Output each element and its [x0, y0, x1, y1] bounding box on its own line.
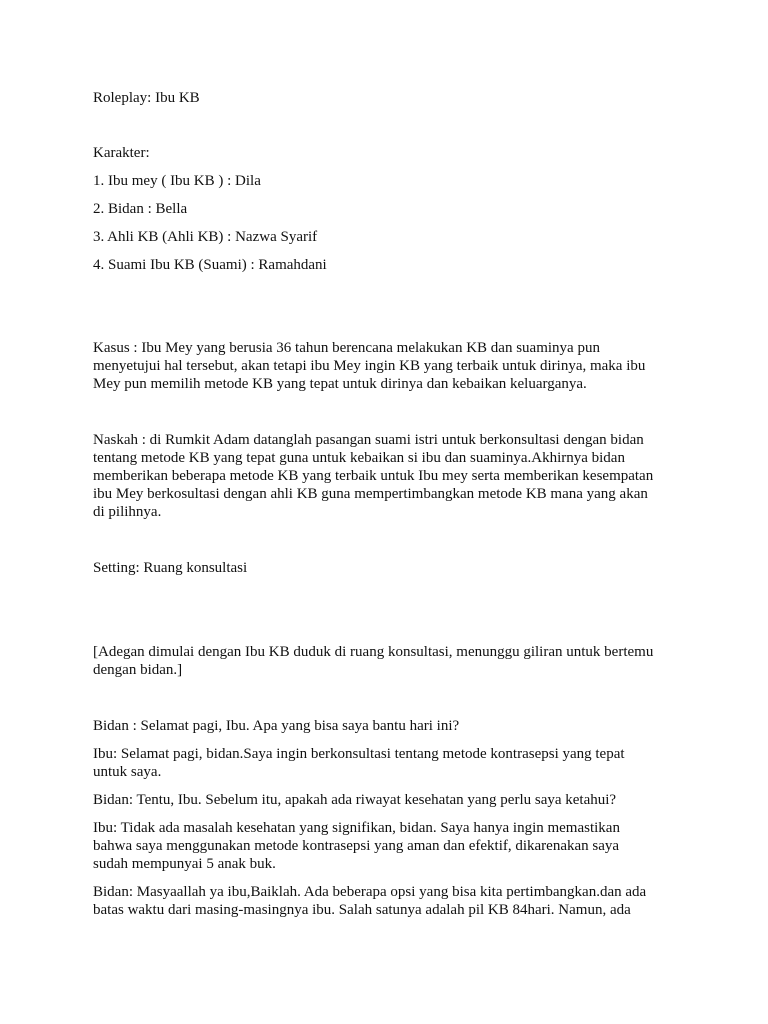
kasus-line: Mey pun memilih metode KB yang tepat untuk dirinya dan kebaikan keluarganya. [93, 376, 587, 392]
dialogue-line: Ibu: Tidak ada masalah kesehatan yang signifikan, bidan. Saya hanya ingin memastikan [93, 820, 620, 836]
character-item: 1. Ibu mey ( Ibu KB ) : Dila [93, 173, 261, 189]
document-page [93, 0, 683, 1024]
dialogue-line: Bidan: Tentu, Ibu. Sebelum itu, apakah ada riwayat kesehatan yang perlu saya ketahui? [93, 792, 617, 808]
character-item: 3. Ahli KB (Ahli KB) : Nazwa Syarif [93, 229, 318, 245]
character-item: 2. Bidan : Bella [93, 201, 188, 217]
naskah-line: Naskah : di Rumkit Adam datanglah pasangan suami istri untuk berkonsultasi dengan bidan [93, 432, 644, 448]
kasus-line: Kasus : Ibu Mey yang berusia 36 tahun berencana melakukan KB dan suaminya pun [93, 340, 600, 356]
scene-direction-line: dengan bidan.] [93, 662, 183, 678]
naskah-line: memberikan beberapa metode KB yang terbaik untuk Ibu mey serta memberikan kesempatan [93, 468, 654, 484]
naskah-line: ibu Mey berkosultasi dengan ahli KB guna mempertimbangkan metode KB mana yang akan [93, 486, 648, 502]
kasus-line: menyetujui hal tersebut, akan tetapi ibu Mey ingin KB yang terbaik untuk dirinya, maka ibu [93, 358, 646, 374]
dialogue-line: Ibu: Selamat pagi, bidan.Saya ingin berkonsultasi tentang metode kontrasepsi yang tepat [93, 746, 625, 762]
character-item: 4. Suami Ibu KB (Suami) : Ramahdani [93, 257, 327, 273]
dialogue-line: Bidan : Selamat pagi, Ibu. Apa yang bisa saya bantu hari ini? [93, 718, 460, 734]
dialogue-line: batas waktu dari masing-masingnya ibu. Salah satunya adalah pil KB 84hari. Namun, ada [93, 902, 631, 918]
dialogue-line: untuk saya. [93, 764, 162, 780]
document-title: Roleplay: Ibu KB [93, 90, 200, 106]
scene-direction-line: [Adegan dimulai dengan Ibu KB duduk di ruang konsultasi, menunggu giliran untuk bertemu [93, 644, 654, 660]
dialogue-line: bahwa saya menggunakan metode kontrasepsi yang aman dan efektif, dikarenakan saya [93, 838, 620, 854]
naskah-line: di pilihnya. [93, 504, 162, 520]
dialogue-line: Bidan: Masyaallah ya ibu,Baiklah. Ada beberapa opsi yang bisa kita pertimbangkan.dan ada [93, 884, 647, 900]
characters-heading: Karakter: [93, 145, 150, 161]
dialogue-line: sudah mempunyai 5 anak buk. [93, 856, 276, 872]
naskah-line: tentang metode KB yang tepat guna untuk kebaikan si ibu dan suaminya.Akhirnya bidan [93, 450, 625, 466]
setting-line: Setting: Ruang konsultasi [93, 560, 248, 576]
